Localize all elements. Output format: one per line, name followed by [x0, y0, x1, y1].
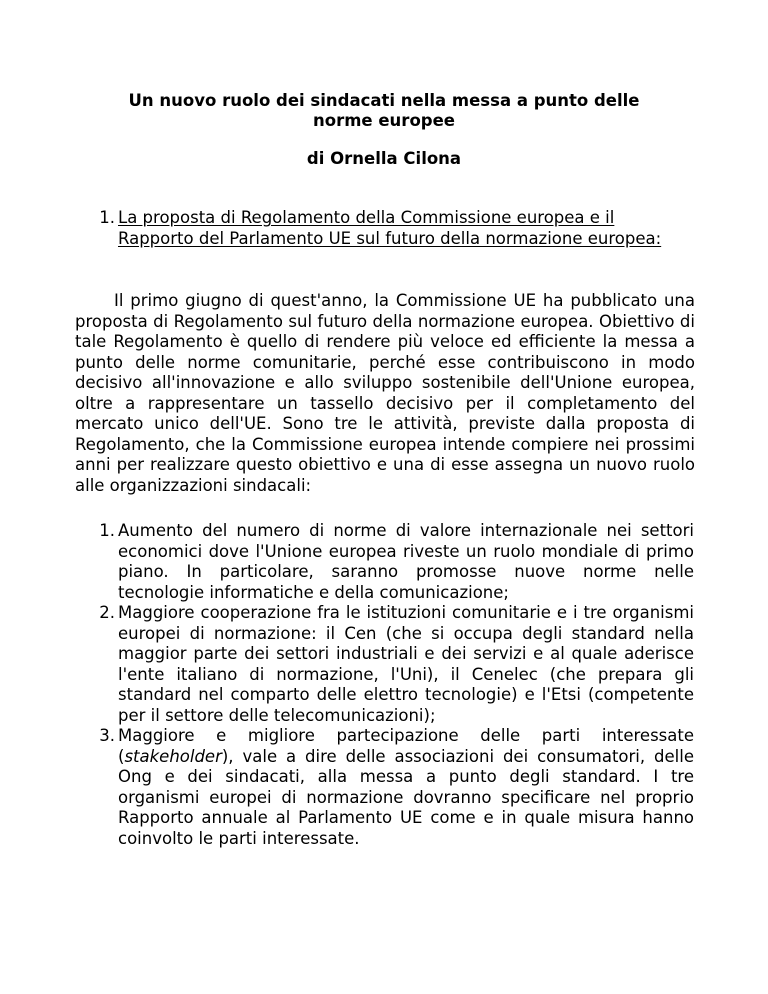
author-byline: di Ornella Cilona [306, 149, 462, 168]
title-line-2: norme europee [313, 111, 455, 130]
document-title [60, 91, 708, 131]
section-heading-text: La proposta di Regolamento della Commissione europea e il Rapporto del Parlamento UE sul futuro della normazione europea: [118, 208, 662, 248]
list-item-number: 3. [99, 726, 115, 745]
list-item [87, 726, 694, 849]
list-item-italic-term: stakeholder [124, 746, 222, 766]
intro-paragraph: Il primo giugno di quest'anno, la Commissione UE ha pubblicato una proposta di Regolamento sul futuro della normazione europea. Obiettivo di tale Regolamento è quello di rendere più veloce ed efficiente la messa a punto delle norme comunitarie, perché esse contribuiscono in modo decisivo all'innovazione e allo sviluppo sostenibile dell'Unione europea, oltre a rappresentare un tassello decisivo per il completamento del mercato unico dell'UE. Sono tre le attività, previste dalla proposta di Regolamento, che la Commissione europea intende compiere nei prossimi anni per realizzare questo obiettivo e una di esse assegna un nuovo ruolo alle organizzazioni sindacali: [75, 291, 695, 495]
list-item-text: Maggiore cooperazione fra le istituzioni comunitarie e i tre organismi europei di normazione: il Cen (che si occupa degli standard nella maggior parte dei settori industriali e dei servizi e al quale aderisce l'ente italiano di normazione, l'Uni), il Cenelec (che prepara gli standard nel comparto delle elettro tecnologie) e l'Etsi (competente per il settore delle telecomunicazioni); [118, 603, 694, 725]
section-heading [87, 208, 687, 249]
list-item-number: 2. [99, 603, 115, 622]
list-item-text-before: Maggiore e migliore partecipazione delle parti interessate ( [118, 726, 694, 766]
section-number: 1. [99, 208, 115, 227]
activities-list [87, 521, 694, 849]
list-item [87, 603, 694, 726]
list-item-text: Aumento del numero di norme di valore internazionale nei settori economici dove l'Unione europea riveste un ruolo mondiale di primo piano. In particolare, saranno promosse nuove norme nelle tecnologie informatiche e della comunicazione; [118, 521, 694, 602]
list-item-number: 1. [99, 521, 115, 540]
list-item [87, 521, 694, 603]
list-item-text-after: ), vale a dire delle associazioni dei consumatori, delle Ong e dei sindacati, alla messa a punto degli standard. I tre organismi europei di normazione dovranno specificare nel proprio Rapporto annuale al Parlamento UE come e in quale misura hanno coinvolto le parti interessate. [118, 746, 694, 848]
title-line-1: Un nuovo ruolo dei sindacati nella messa a punto delle [128, 91, 640, 110]
